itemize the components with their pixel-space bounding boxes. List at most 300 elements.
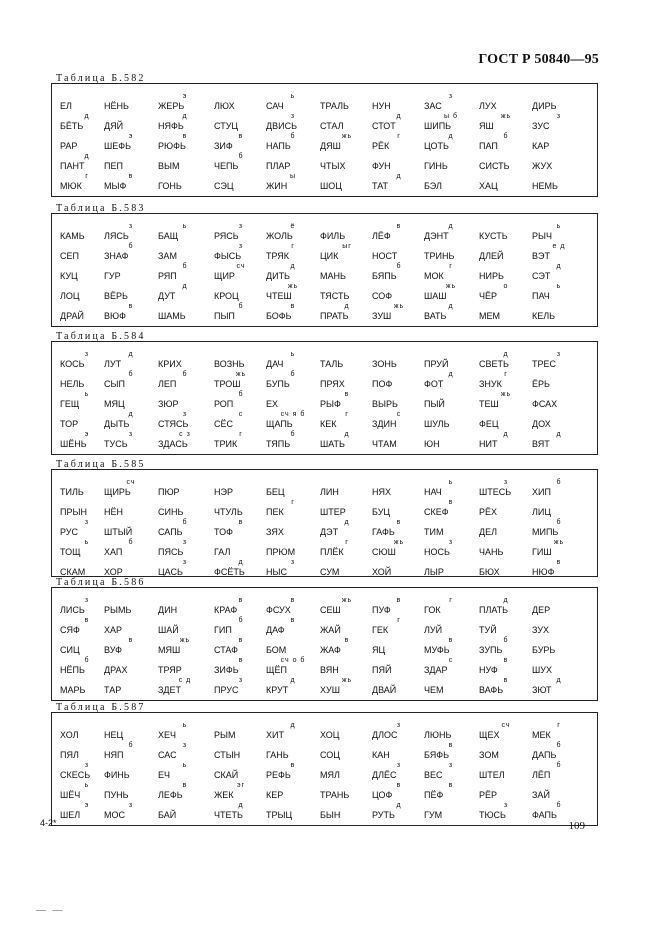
syllable-word: ЗОНЬ <box>372 359 397 369</box>
transcription-mark <box>479 539 533 546</box>
syllable-word: САС <box>158 750 177 760</box>
transcription-mark: в <box>290 303 296 310</box>
table-cell <box>479 371 533 391</box>
table-cell <box>479 762 533 782</box>
table-cell <box>424 677 478 697</box>
transcription-mark: б <box>238 303 244 310</box>
transcription-mark <box>479 411 533 418</box>
syllable-word: БЯФЬ <box>424 750 450 760</box>
syllable-word: ЛИСЬ <box>60 605 85 615</box>
transcription-mark <box>479 153 533 160</box>
table-cell <box>320 677 374 697</box>
syllable-word: БОМ <box>266 645 287 655</box>
syllable-word: ДИТЬ <box>266 271 290 281</box>
transcription-mark <box>104 782 158 789</box>
syllable-word: ФОТ <box>424 379 444 389</box>
transcription-mark <box>424 243 478 250</box>
table-cell <box>424 351 478 371</box>
transcription-mark <box>532 303 586 310</box>
syllable-word: ПЫП <box>214 311 235 321</box>
table-cell <box>424 113 478 133</box>
transcription-mark <box>532 153 586 160</box>
table-cell <box>104 802 158 822</box>
syllable-word: ЗАЙ <box>532 790 550 800</box>
syllable-word: ЛУТ <box>104 359 122 369</box>
syllable-word: СКЕСЬ <box>60 770 91 780</box>
table-cell <box>479 133 533 153</box>
table-cell <box>372 637 426 657</box>
table-cell <box>320 223 374 243</box>
syllable-word: СТАФ <box>214 645 238 655</box>
table-row <box>52 802 597 822</box>
transcription-mark: в <box>344 391 350 398</box>
table-cell <box>266 283 320 303</box>
table-cell <box>372 539 426 559</box>
transcription-mark <box>214 351 268 358</box>
syllable-word: ДЫТЬ <box>104 419 130 429</box>
table-cell <box>424 559 478 579</box>
syllable-table <box>51 587 598 701</box>
syllable-word: ФЫСЬ <box>214 251 242 261</box>
transcription-mark: з <box>84 351 90 358</box>
table-cell <box>158 657 212 677</box>
table-cell <box>158 283 212 303</box>
transcription-mark: б <box>556 479 562 486</box>
syllable-word: СТУЦ <box>214 121 239 131</box>
table-caption: Таблица Б.585 <box>56 459 146 470</box>
syllable-word: ЗУШ <box>372 311 392 321</box>
table-cell <box>214 351 268 371</box>
table-cell <box>104 617 158 637</box>
transcription-mark: з <box>84 519 90 526</box>
transcription-mark: б <box>556 519 562 526</box>
syllable-word: НЯХ <box>372 487 392 497</box>
transcription-mark: б <box>128 243 134 250</box>
syllable-word: ПЕП <box>104 161 123 171</box>
table-cell <box>266 243 320 263</box>
transcription-mark <box>479 303 533 310</box>
syllable-word: ЛЕФЬ <box>158 790 183 800</box>
syllable-word: КЕР <box>266 790 284 800</box>
syllable-word: ДУТ <box>158 291 176 301</box>
syllable-word: ДАЧ <box>266 359 284 369</box>
table-cell <box>532 762 586 782</box>
syllable-word: СВЕТЬ <box>479 359 509 369</box>
table-row <box>52 283 597 303</box>
transcription-mark <box>104 677 158 684</box>
transcription-mark: жь <box>287 283 299 290</box>
table-cell <box>158 637 212 657</box>
syllable-word: МЮК <box>60 181 82 191</box>
table-row <box>52 617 597 637</box>
syllable-word: ПЯСЬ <box>158 547 184 557</box>
table-cell <box>266 499 320 519</box>
transcription-mark: эг <box>236 782 246 789</box>
transcription-mark <box>320 742 374 749</box>
syllable-word: ТРЕС <box>532 359 557 369</box>
table-cell <box>532 539 586 559</box>
syllable-word: НЕМЬ <box>532 181 558 191</box>
table-cell <box>266 782 320 802</box>
syllable-word: СКАМ <box>60 567 86 577</box>
table-row <box>52 153 597 173</box>
table-cell <box>214 677 268 697</box>
table-row <box>52 391 597 411</box>
transcription-mark <box>320 283 374 290</box>
transcription-mark: в <box>290 597 296 604</box>
transcription-mark <box>320 173 374 180</box>
syllable-word: ЛУХ <box>479 101 497 111</box>
transcription-mark: сч о б <box>280 657 306 664</box>
syllable-word: ПЫЙ <box>424 399 445 409</box>
syllable-word: РЕФЬ <box>266 770 291 780</box>
syllable-word: ЖУХ <box>532 161 553 171</box>
syllable-word: ШТЫЙ <box>104 527 133 537</box>
syllable-word: ГУМ <box>424 810 443 820</box>
syllable-word: ВЁРЬ <box>104 291 128 301</box>
transcription-mark: д <box>182 113 188 120</box>
syllable-word: БАЩ <box>158 231 179 241</box>
table-cell <box>158 519 212 539</box>
syllable-word: ТОФ <box>214 527 233 537</box>
table-cell <box>214 539 268 559</box>
table-cell <box>158 351 212 371</box>
table-cell <box>372 431 426 451</box>
syllable-word: ЗДИН <box>372 419 397 429</box>
transcription-mark: сч <box>501 722 511 729</box>
syllable-word: МЯЦ <box>104 399 125 409</box>
table-cell <box>424 479 478 499</box>
table-cell <box>214 411 268 431</box>
transcription-mark <box>320 263 374 270</box>
transcription-mark: з <box>396 722 402 729</box>
transcription-mark: в <box>128 173 134 180</box>
syllable-word: ПРЯХ <box>320 379 345 389</box>
syllable-word: СОЦ <box>320 750 340 760</box>
table-cell <box>479 303 533 323</box>
table-row <box>52 762 597 782</box>
syllable-word: ДВАЙ <box>372 685 397 695</box>
transcription-mark: ь <box>84 391 90 398</box>
syllable-word: ДВИСЬ <box>266 121 297 131</box>
table-cell <box>372 597 426 617</box>
transcription-mark: б <box>128 742 134 749</box>
transcription-mark <box>320 657 374 664</box>
table-cell <box>479 283 533 303</box>
table-row <box>52 133 597 153</box>
transcription-mark <box>532 782 586 789</box>
transcription-mark: жь <box>393 539 405 546</box>
table-cell <box>479 411 533 431</box>
table-cell <box>158 153 212 173</box>
syllable-word: СЫП <box>104 379 125 389</box>
syllable-word: ХИТ <box>266 730 284 740</box>
syllable-word: ПЛАР <box>266 161 291 171</box>
syllable-word: МЯЛ <box>320 770 340 780</box>
transcription-mark: д <box>448 133 454 140</box>
table-cell <box>158 722 212 742</box>
syllable-word: ФИЛЬ <box>320 231 346 241</box>
transcription-mark: ь <box>182 722 188 729</box>
syllable-word: СОФ <box>372 291 393 301</box>
transcription-mark <box>104 597 158 604</box>
syllable-word: СЯФ <box>60 625 80 635</box>
syllable-word: ДЛЁС <box>372 770 397 780</box>
table-row <box>52 351 597 371</box>
transcription-mark: с <box>396 411 402 418</box>
syllable-word: ПАП <box>479 141 498 151</box>
transcription-mark <box>479 499 533 506</box>
table-cell <box>158 431 212 451</box>
table-cell <box>266 173 320 193</box>
transcription-mark: г <box>449 597 453 604</box>
table-row <box>52 371 597 391</box>
transcription-mark: з <box>84 597 90 604</box>
table-cell <box>372 657 426 677</box>
transcription-mark: сч <box>236 263 246 270</box>
table-cell <box>214 303 268 323</box>
syllable-word: ДИРЬ <box>532 101 557 111</box>
syllable-word: РЫМЬ <box>104 605 132 615</box>
table-cell <box>158 133 212 153</box>
table-cell <box>424 519 478 539</box>
table-cell <box>266 519 320 539</box>
syllable-word: БЁТЬ <box>60 121 84 131</box>
transcription-mark: с д <box>178 677 192 684</box>
transcription-mark <box>424 802 478 809</box>
syllable-word: ТРЫЦ <box>266 810 293 820</box>
transcription-mark: з <box>290 559 296 566</box>
transcription-mark: ь <box>182 223 188 230</box>
syllable-word: ХОР <box>104 567 123 577</box>
table-row <box>52 499 597 519</box>
table-row <box>52 782 597 802</box>
table-cell <box>320 411 374 431</box>
transcription-mark <box>424 411 478 418</box>
syllable-word: НАЧ <box>424 487 442 497</box>
syllable-word: КАМЬ <box>60 231 85 241</box>
transcription-mark <box>104 762 158 769</box>
table-cell <box>266 597 320 617</box>
table-cell <box>266 303 320 323</box>
transcription-mark: д <box>128 411 134 418</box>
transcription-mark: в <box>448 637 454 644</box>
table-cell <box>104 243 158 263</box>
syllable-word: СТАЛ <box>320 121 344 131</box>
transcription-mark: б <box>84 657 90 664</box>
table-cell <box>104 539 158 559</box>
syllable-word: ПАНТ <box>60 161 85 171</box>
table-cell <box>479 173 533 193</box>
table-cell <box>214 113 268 133</box>
syllable-word: ТЯСТЬ <box>320 291 350 301</box>
syllable-table <box>51 712 598 826</box>
table-cell <box>372 351 426 371</box>
table-cell <box>320 243 374 263</box>
transcription-mark: жь <box>553 539 565 546</box>
syllable-word: ФИНЬ <box>104 770 130 780</box>
transcription-mark: з <box>182 411 188 418</box>
transcription-mark: з <box>448 93 454 100</box>
syllable-word: КУСТЬ <box>479 231 508 241</box>
transcription-mark: сч я б <box>280 411 306 418</box>
syllable-word: РЁР <box>479 790 498 800</box>
transcription-mark: д <box>556 431 562 438</box>
table-cell <box>104 113 158 133</box>
syllable-word: ЗДАСЬ <box>158 439 188 449</box>
table-cell <box>479 391 533 411</box>
transcription-mark: г <box>449 263 453 270</box>
table-cell <box>214 243 268 263</box>
table-cell <box>372 263 426 283</box>
transcription-mark: жь <box>500 391 512 398</box>
table-cell <box>266 391 320 411</box>
syllable-word: ТРЯК <box>266 251 290 261</box>
syllable-word: СУМ <box>320 567 340 577</box>
table-cell <box>158 479 212 499</box>
syllable-word: БЮХ <box>479 567 500 577</box>
syllable-word: ЗИФЬ <box>214 665 239 675</box>
table-cell <box>266 479 320 499</box>
syllable-word: ГАФЬ <box>372 527 395 537</box>
syllable-word: ЗЮР <box>158 399 179 409</box>
syllable-word: КЕК <box>320 419 337 429</box>
table-cell <box>214 263 268 283</box>
table-cell <box>320 283 374 303</box>
syllable-word: ТИМ <box>424 527 444 537</box>
table-cell <box>424 93 478 113</box>
table-cell <box>479 722 533 742</box>
syllable-word: КАН <box>372 750 390 760</box>
table-cell <box>214 153 268 173</box>
table-cell <box>320 391 374 411</box>
syllable-word: САЧ <box>266 101 284 111</box>
table-cell <box>479 153 533 173</box>
transcription-mark: б <box>238 391 244 398</box>
table-cell <box>372 283 426 303</box>
transcription-mark <box>266 742 320 749</box>
syllable-word: КРАФ <box>214 605 238 615</box>
table-cell <box>372 133 426 153</box>
transcription-mark <box>532 499 586 506</box>
transcription-mark: д <box>448 303 454 310</box>
table-cell <box>214 223 268 243</box>
syllable-word: ПЛЁК <box>320 547 344 557</box>
transcription-mark: з <box>290 113 296 120</box>
transcription-mark <box>320 722 374 729</box>
syllable-word: МОК <box>424 271 444 281</box>
syllable-word: ПОФ <box>372 379 393 389</box>
table-cell <box>532 93 586 113</box>
syllable-word: ЧТЕШ <box>266 291 292 301</box>
table-row <box>52 431 597 451</box>
transcription-mark: в <box>448 782 454 789</box>
table-row <box>52 243 597 263</box>
syllable-word: ДЯШ <box>320 141 341 151</box>
transcription-mark <box>104 559 158 566</box>
syllable-word: САПЬ <box>158 527 183 537</box>
transcription-mark <box>424 677 478 684</box>
table-row <box>52 539 597 559</box>
syllable-word: ЗОМ <box>479 750 499 760</box>
syllable-word: ЧТУЛЬ <box>214 507 243 517</box>
syllable-word: ЛЕП <box>158 379 177 389</box>
syllable-word: ПАЧ <box>532 291 550 301</box>
syllable-word: ШТЕР <box>320 507 346 517</box>
table-cell <box>479 263 533 283</box>
table-cell <box>479 223 533 243</box>
transcription-mark <box>372 153 426 160</box>
table-cell <box>532 499 586 519</box>
table-cell <box>479 499 533 519</box>
syllable-word: ТРОШ <box>214 379 241 389</box>
transcription-mark <box>532 93 586 100</box>
transcription-mark <box>320 93 374 100</box>
table-cell <box>214 742 268 762</box>
table-cell <box>372 802 426 822</box>
table-cell <box>214 782 268 802</box>
table-cell <box>266 133 320 153</box>
transcription-mark <box>479 762 533 769</box>
transcription-mark: з <box>238 223 244 230</box>
syllable-word: ЕЛ <box>60 101 72 111</box>
table-cell <box>320 263 374 283</box>
transcription-mark <box>532 637 586 644</box>
syllable-word: РУТЬ <box>372 810 395 820</box>
table-cell <box>158 113 212 133</box>
transcription-mark <box>320 351 374 358</box>
table-cell <box>479 93 533 113</box>
transcription-mark: в <box>503 657 509 664</box>
transcription-mark <box>532 617 586 624</box>
transcription-mark <box>479 243 533 250</box>
syllable-word: ШАМЬ <box>158 311 186 321</box>
transcription-mark: б <box>238 617 244 624</box>
transcription-mark <box>479 617 533 624</box>
table-cell <box>320 539 374 559</box>
transcription-mark: з <box>396 762 402 769</box>
table-cell <box>320 722 374 742</box>
syllable-word: ЖАФ <box>320 645 341 655</box>
syllable-word: ЛУЙ <box>424 625 443 635</box>
table-cell <box>320 431 374 451</box>
table-cell <box>372 762 426 782</box>
table-caption: Таблица Б.582 <box>56 73 146 84</box>
transcription-mark: б <box>182 263 188 270</box>
table-cell <box>424 499 478 519</box>
syllable-word: ГАЛ <box>214 547 231 557</box>
syllable-word: РЫМ <box>214 730 236 740</box>
transcription-mark: з <box>128 223 134 230</box>
transcription-mark: о <box>503 283 509 290</box>
transcription-mark: в <box>556 559 562 566</box>
syllable-word: ЖИН <box>266 181 288 191</box>
transcription-mark: з <box>448 762 454 769</box>
transcription-mark <box>266 802 320 809</box>
table-cell <box>320 742 374 762</box>
table-cell <box>372 303 426 323</box>
table-cell <box>104 223 158 243</box>
transcription-mark <box>532 657 586 664</box>
syllable-word: РЮФЬ <box>158 141 186 151</box>
transcription-mark <box>424 519 478 526</box>
table-cell <box>532 351 586 371</box>
table-cell <box>104 411 158 431</box>
syllable-word: СЕШ <box>320 605 341 615</box>
syllable-word: ПРУЙ <box>424 359 449 369</box>
table-cell <box>266 93 320 113</box>
transcription-mark: в <box>84 617 90 624</box>
